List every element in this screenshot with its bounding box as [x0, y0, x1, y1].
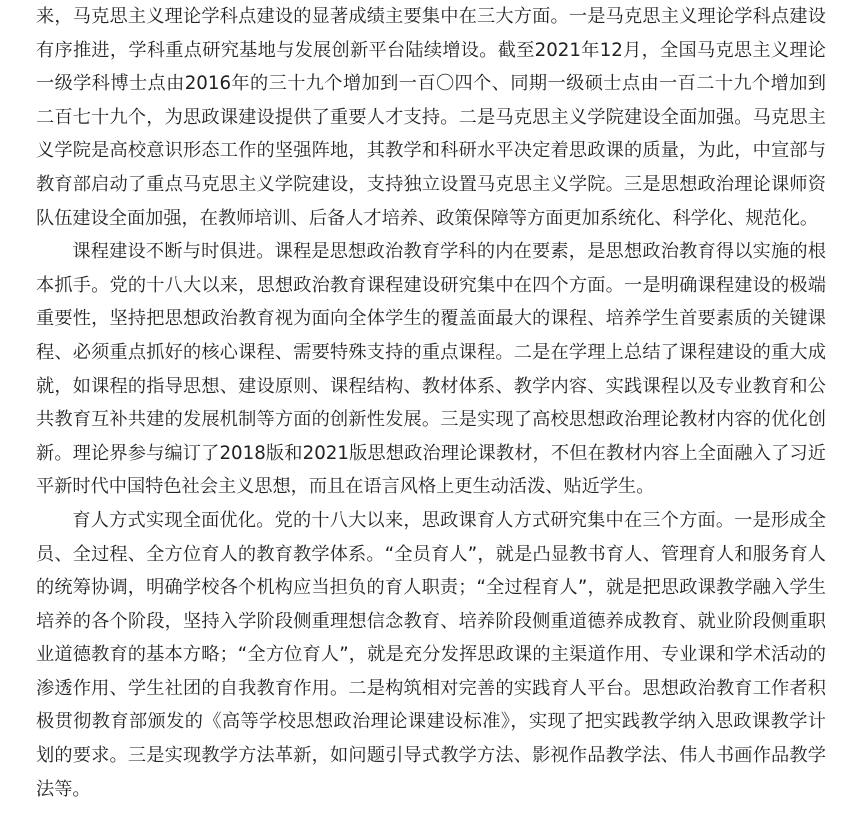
paragraph-2: 课程建设不断与时俱进。课程是思想政治教育学科的内在要素，是思想政治教育得以实施的根本抓手。党的十八大以来，思想政治教育课程建设研究集中在四个方面。一是明确课程建设的极端重要性，坚持把思想政治教育视为面向全体学生的覆盖面最大的课程、培养学生首要素质的关键课程、必须重点抓好的核心课程、需要特殊支持的重点课程。二是在学理上总结了课程建设的重大成就，如课程的指导思想、建设原则、课程结构、教材体系、教学内容、实践课程以及专业教育和公共教育互补共建的发展机制等方面的创新性发展。三是实现了高校思想政治理论教材内容的优化创新。理论界参与编订了2018版和2021版思想政治理论课教材，不但在教材内容上全面融入了习近平新时代中国特色社会主义思想，而且在语言风格上更生动活泼、贴近学生。: [36, 241, 826, 498]
paragraph-1: 来，马克思主义理论学科点建设的显著成绩主要集中在三大方面。一是马克思主义理论学科点建设有序推进，学科重点研究基地与发展创新平台陆续增设。截至2021年12月，全国马克思主义理论一级学科博士点由2016年的三十九个增加到一百〇四个、同期一级硕士点由一百二十九个增加到二百七十九个，为思政课建设提供了重要人才支持。二是马克思主义学院建设全面加强。马克思主义学院是高校意识形态工作的坚强阵地，其教学和科研水平决定着思政课的质量，为此，中宣部与教育部启动了重点马克思主义学院建设，支持独立设置马克思主义学院。三是思想政治理论课师资队伍建设全面加强，在教师培训、后备人才培养、政策保障等方面更加系统化、科学化、规范化。: [36, 6, 826, 229]
document-body: [36, 0, 826, 806]
paragraph-3: 育人方式实现全面优化。党的十八大以来，思政课育人方式研究集中在三个方面。一是形成全员、全过程、全方位育人的教育教学体系。“全员育人”，就是凸显教书育人、管理育人和服务育人的统筹协调，明确学校各个机构应当担负的育人职责；“全过程育人”，就是把思政课教学融入学生培养的各个阶段，坚持入学阶段侧重理想信念教育、培养阶段侧重道德养成教育、就业阶段侧重职业道德教育的基本方略；“全方位育人”，就是充分发挥思政课的主渠道作用、专业课和学术活动的渗透作用、学生社团的自我教育作用。二是构筑相对完善的实践育人平台。思想政治教育工作者积极贯彻教育部颁发的《高等学校思想政治理论课建设标准》，实现了把实践教学纳入思政课教学计划的要求。三是实现教学方法革新，如问题引导式教学方法、影视作品教学法、伟人书画作品教学法等。: [36, 509, 826, 800]
